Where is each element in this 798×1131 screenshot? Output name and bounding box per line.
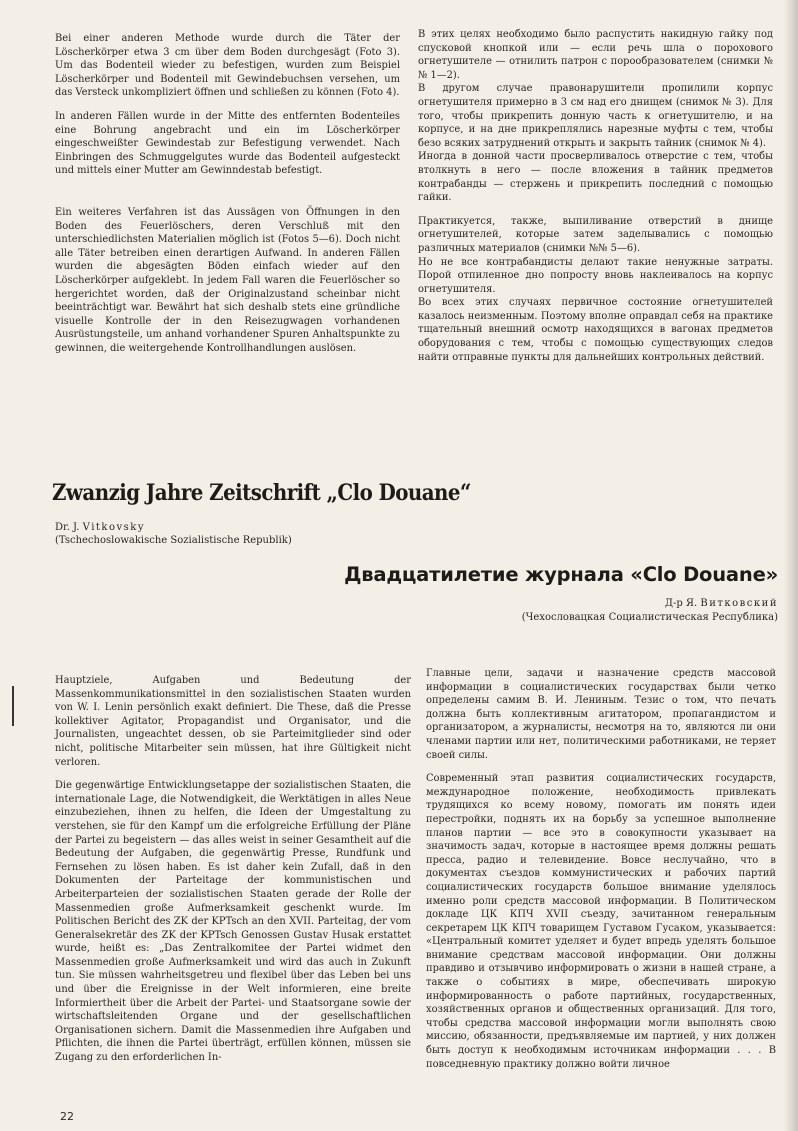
spine-shadow bbox=[784, 0, 798, 1131]
author-block-russian bbox=[438, 597, 778, 625]
russian-column-main bbox=[426, 667, 776, 1071]
author-affiliation-german: (Tschechoslowakische Sozialistische Republik) bbox=[55, 535, 292, 546]
article-title-russian: Двадцатилетие журнала «Clo Douane» bbox=[344, 563, 778, 586]
author-prefix-russian: Д-р Я. bbox=[664, 598, 698, 609]
article-title-german: Zwanzig Jahre Zeitschrift „Clo Douane“ bbox=[52, 480, 471, 506]
author-line-german bbox=[55, 521, 395, 534]
paragraph-de: Hauptziele, Aufgaben und Bedeutung der Massenkommunikationsmittel in den sozialistischen Staaten wurden von W. I. Lenin persönlich exakt definiert. Die These, daß die Presse kollektiver Agitator, Propagandist und Organisator, und die Journalisten, ungeachtet dessen, ob sie Parteimitglieder sind oder nicht, politische Mitarbeiter sein müssen, hat ihre Gültigkeit nicht verloren. bbox=[55, 675, 411, 768]
russian-column-top bbox=[418, 28, 773, 364]
author-prefix-german: Dr. J. bbox=[55, 522, 80, 533]
author-name-german: Vitkovsky bbox=[82, 522, 145, 533]
german-column-main bbox=[55, 674, 411, 1065]
paragraph-ru: В этих целях необходимо было распустить накидную гайку под спусковой кнопкой или — если речь шла о порохового огнетушителе — отнилить патрон с порообразователем (снимки №№ 1—2). bbox=[418, 29, 773, 81]
paragraph-de: Bei einer anderen Methode wurde durch die Täter der Löscherkörper etwa 3 cm über dem Boden durchgesägt (Foto 3). Um das Bodenteil wieder zu befestigen, wurden zum Beispiel Löscherkörper und Bodenteil mit Gewindebuchsen versehen, um das Versteck unkompliziert öffnen und schließen zu können (Foto 4). bbox=[55, 33, 400, 99]
page-number: 22 bbox=[60, 1110, 74, 1123]
paragraph-ru: Во всех этих случаях первичное состояние огнетушителей казалось неизменным. Поэтому вполне оправдал себя на практике тщательный внешний осмотр находящихся в вагонах предметов оборудования с тем, чтобы с помощью существующих следов найти отправные пункты для дальнейших контрольных действий. bbox=[418, 297, 773, 363]
author-name-russian: Витковский bbox=[700, 598, 778, 609]
german-column-top bbox=[55, 32, 400, 355]
paragraph-ru: Иногда в донной части просверливалось отверстие с тем, чтобы втолкнуть в него — после вложения в тайник предметов контрабанды — стержень и прикрепить последний с помощью гайки. bbox=[418, 151, 773, 204]
author-block-german bbox=[55, 521, 395, 547]
margin-mark bbox=[12, 686, 14, 726]
paragraph-ru: В другом случае правонарушители пропилили корпус огнетушителя примерно в 3 см над его днищем (снимок № 3). Для того, чтобы прикрепить донную часть к огнетушителю, и на корпусе, и на дне прикреплялись нарезные муфты с тем, чтобы безо всяких затруднений открыть и закрыть тайник (снимок № 4). bbox=[418, 83, 773, 149]
paragraph-de: Die gegenwärtige Entwicklungsetappe der sozialistischen Staaten, die internationale Lage, die Notwendigkeit, die Werktätigen in alles Neue einzubeziehen, ihnen zu helfen, die Ideen der Umgestaltung zu verstehen, sie für den Kampf um die erfolgreiche Erfüllung der Pläne der Partei zu begeistern — das alles weist in seiner Gesamtheit auf die Bedeutung der Aufgaben, die gegenwärtig Presse, Rundfunk und Fernsehen zu lösen haben. Es ist daher kein Zufall, daß in den Dokumenten der Parteitage der kommunistischen und Arbeiterparteien der sozialistischen Staaten gerade der Rolle der Massenmedien große Aufmerksamkeit geschenkt wurde. Im Politischen Bericht des ZK der KPTsch an den XVII. Parteitag, der vom Generalsekretär des ZK der KPTsch Genossen Gustav Husak erstattet wurde, heißt es: „Das Zentralkomitee der Partei widmet den Massenmedien große Aufmerksamkeit und wird das auch in Zukunft tun. Sie müssen wahrheitsgetreu und flexibel über das Leben bei uns und über die Ereignisse in der Welt informieren, eine breite Informiertheit über die Arbeit der Partei- und Staatsorgane sowie der wirtschaftsleitenden Organe und der gesellschaftlichen Organisationen sichern. Damit die Massenmedien ihre Aufgaben und Pflichten, die ihnen die Partei überträgt, erfüllen können, müssen sie Zugang zu den erforderlichen In- bbox=[55, 780, 411, 1064]
paragraph-de: In anderen Fällen wurde in der Mitte des entfernten Bodenteiles eine Bohrung angebracht und ein im Löscherkörper eingeschweißter Gewindestab zur Befestigung verwendet. Nach Einbringen des Schmuggelgutes wurde das Bodenteil aufgesteckt und mittels einer Mutter am Gewinndestab befestigt. bbox=[55, 110, 400, 177]
paragraph-ru: Но не все контрабандисты делают такие ненужные затраты. Порой отпиленное дно попросту вновь наклеивалось на корпус огнетушителя. bbox=[418, 256, 773, 295]
paragraph-ru: Современный этап развития социалистических государств, международное положение, необходимость привлекать трудящихся ко всему новому, помогать им понять идеи перестройки, поднять их на борьбу за успешное выполнение планов партии — все это в совокупности указывает на значимость задач, которые в настоящее время должны решать пресса, радио и телевидение. Вовсе неслучайно, что в документах съездов коммунистических и рабочих партий социалистических государств большое внимание уделялось именно роли средств массовой информации. В Политическом докладе ЦК КПЧ XVII съезду, зачитанном генеральным секретарем ЦК КПЧ товарищем Густавом Гусаком, указывается: «Центральный комитет уделяет и будет впредь уделять большое внимание средствам массовой информации. Они должны правдиво и отзывчиво информировать о жизни в нашей стране, а также о событиях в мире, обеспечивать широкую информированность о работе партийных, государственных, хозяйственных органов и общественных организаций. Для того, чтобы средства массовой информации могли выполнять свою миссию, обязанности, предъявляемые им партией, у них должен быть доступ к необходимым источникам информации . . . В повседневную практику должно войти личное bbox=[426, 773, 776, 1070]
paragraph-de: Ein weiteres Verfahren ist das Aussägen von Öffnungen in den Boden des Feuerlöschers, deren Verschluß mit den unterschiedlichsten Materialien möglich ist (Fotos 5—6). Doch nicht alle Täter betreiben einen derartigen Aufwand. In anderen Fällen wurden die abgesägten Böden einfach wieder auf den Löscherkörper aufgeklebt. In jedem Fall waren die Feuerlöscher so hergerichtet worden, daß der Originalzustand scheinbar nicht beeinträchtigt war. Bewährt hat sich deshalb stets eine gründliche visuelle Kontrolle der in den Reisezugwagen vorhandenen Ausrüstungsteile, um anhand vorhandener Spuren Anhaltspunkte zu gewinnen, die weitergehende Kontrollhandlungen auslösen. bbox=[55, 206, 400, 354]
paragraph-ru: Практикуется, также, выпиливание отверстий в днище огнетушителей, которые затем заделывались с помощью различных материалов (снимки №№ 5—6). bbox=[418, 215, 773, 254]
paragraph-ru: Главные цели, задачи и назначение средств массовой информации в социалистических государствах были четко определены самим В. И. Лениным. Тезис о том, что печать должна быть коллективным агитатором, пропагандистом и организатором, а журналисты, несмотря на то, являются ли они членами партии или нет, политическими работниками, не теряет своей силы. bbox=[426, 668, 776, 761]
author-line-russian bbox=[438, 597, 778, 611]
author-affiliation-russian: (Чехословацкая Социалистическая Республика) bbox=[521, 612, 778, 623]
